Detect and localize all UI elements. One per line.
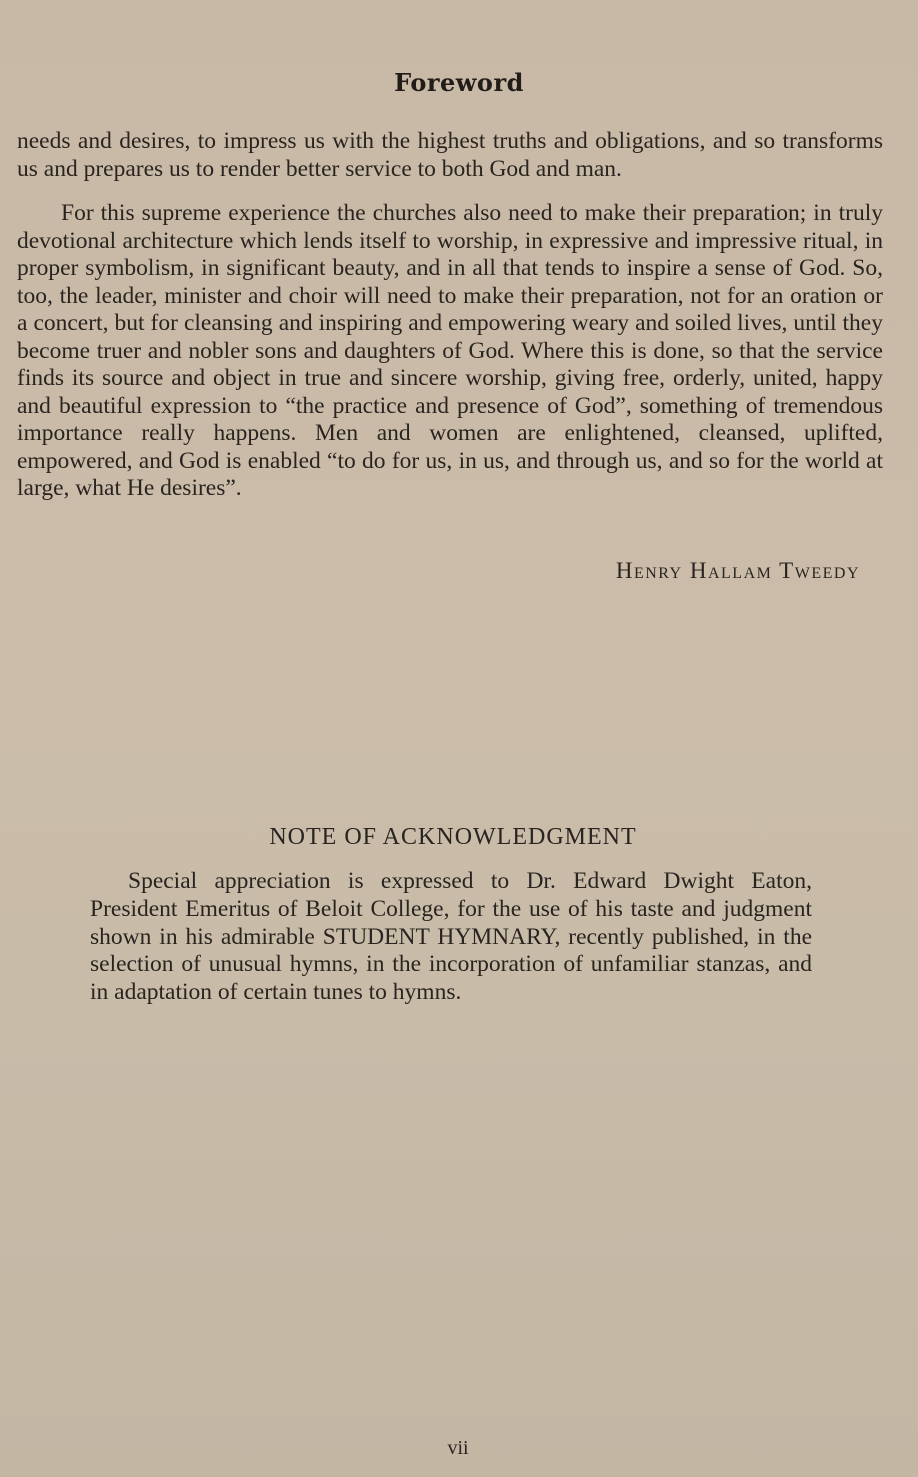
author-signature: Henry Hallam Tweedy [615,558,860,583]
acknowledgment-body [90,868,812,1007]
foreword-paragraph-preparation: For this supreme experience the churches also need to make their preparation; in truly devotional architecture which lends itself to worship, in expressive and impressive ritual, in proper symbolism, in significant beauty, and in all that tends to inspire a sense of God. So, too, the leader, minister and choir will need to make their preparation, not for an oration or a concert, but for cleansing and inspiring and empowering weary and soiled lives, until they become truer and nobler sons and daughters of God. Where this is done, so that the service finds its source and object in true and sincere worship, giving free, orderly, united, happy and beautiful expression to “the practice and presence of God”, something of tremendous importance really happens. Men and women are enlightened, cleansed, uplifted, empowered, and God is enabled “to do for us, in us, and through us, and so for the world at large, what He desires”. [17,200,883,501]
running-head: Foreword [394,68,524,97]
acknowledgment-heading: NOTE OF ACKNOWLEDGMENT [269,824,637,850]
acknowledgment-paragraph: Special appreciation is expressed to Dr. Edward Dwight Eaton, President Emeritus of Beloit College, for the use of his taste and judgment shown in his admirable STUDENT HYMNARY, recently published, in the selection of unusual hymns, in the incorporation of unfamiliar stanzas, and in adaptation of certain tunes to hymns. [90,868,812,1006]
foreword-paragraph-continued: needs and desires, to impress us with the highest truths and obligations, and so transforms us and prepares us to render better service to both God and man. [17,128,883,182]
page-number: vii [447,1437,469,1459]
foreword-body [17,128,883,503]
